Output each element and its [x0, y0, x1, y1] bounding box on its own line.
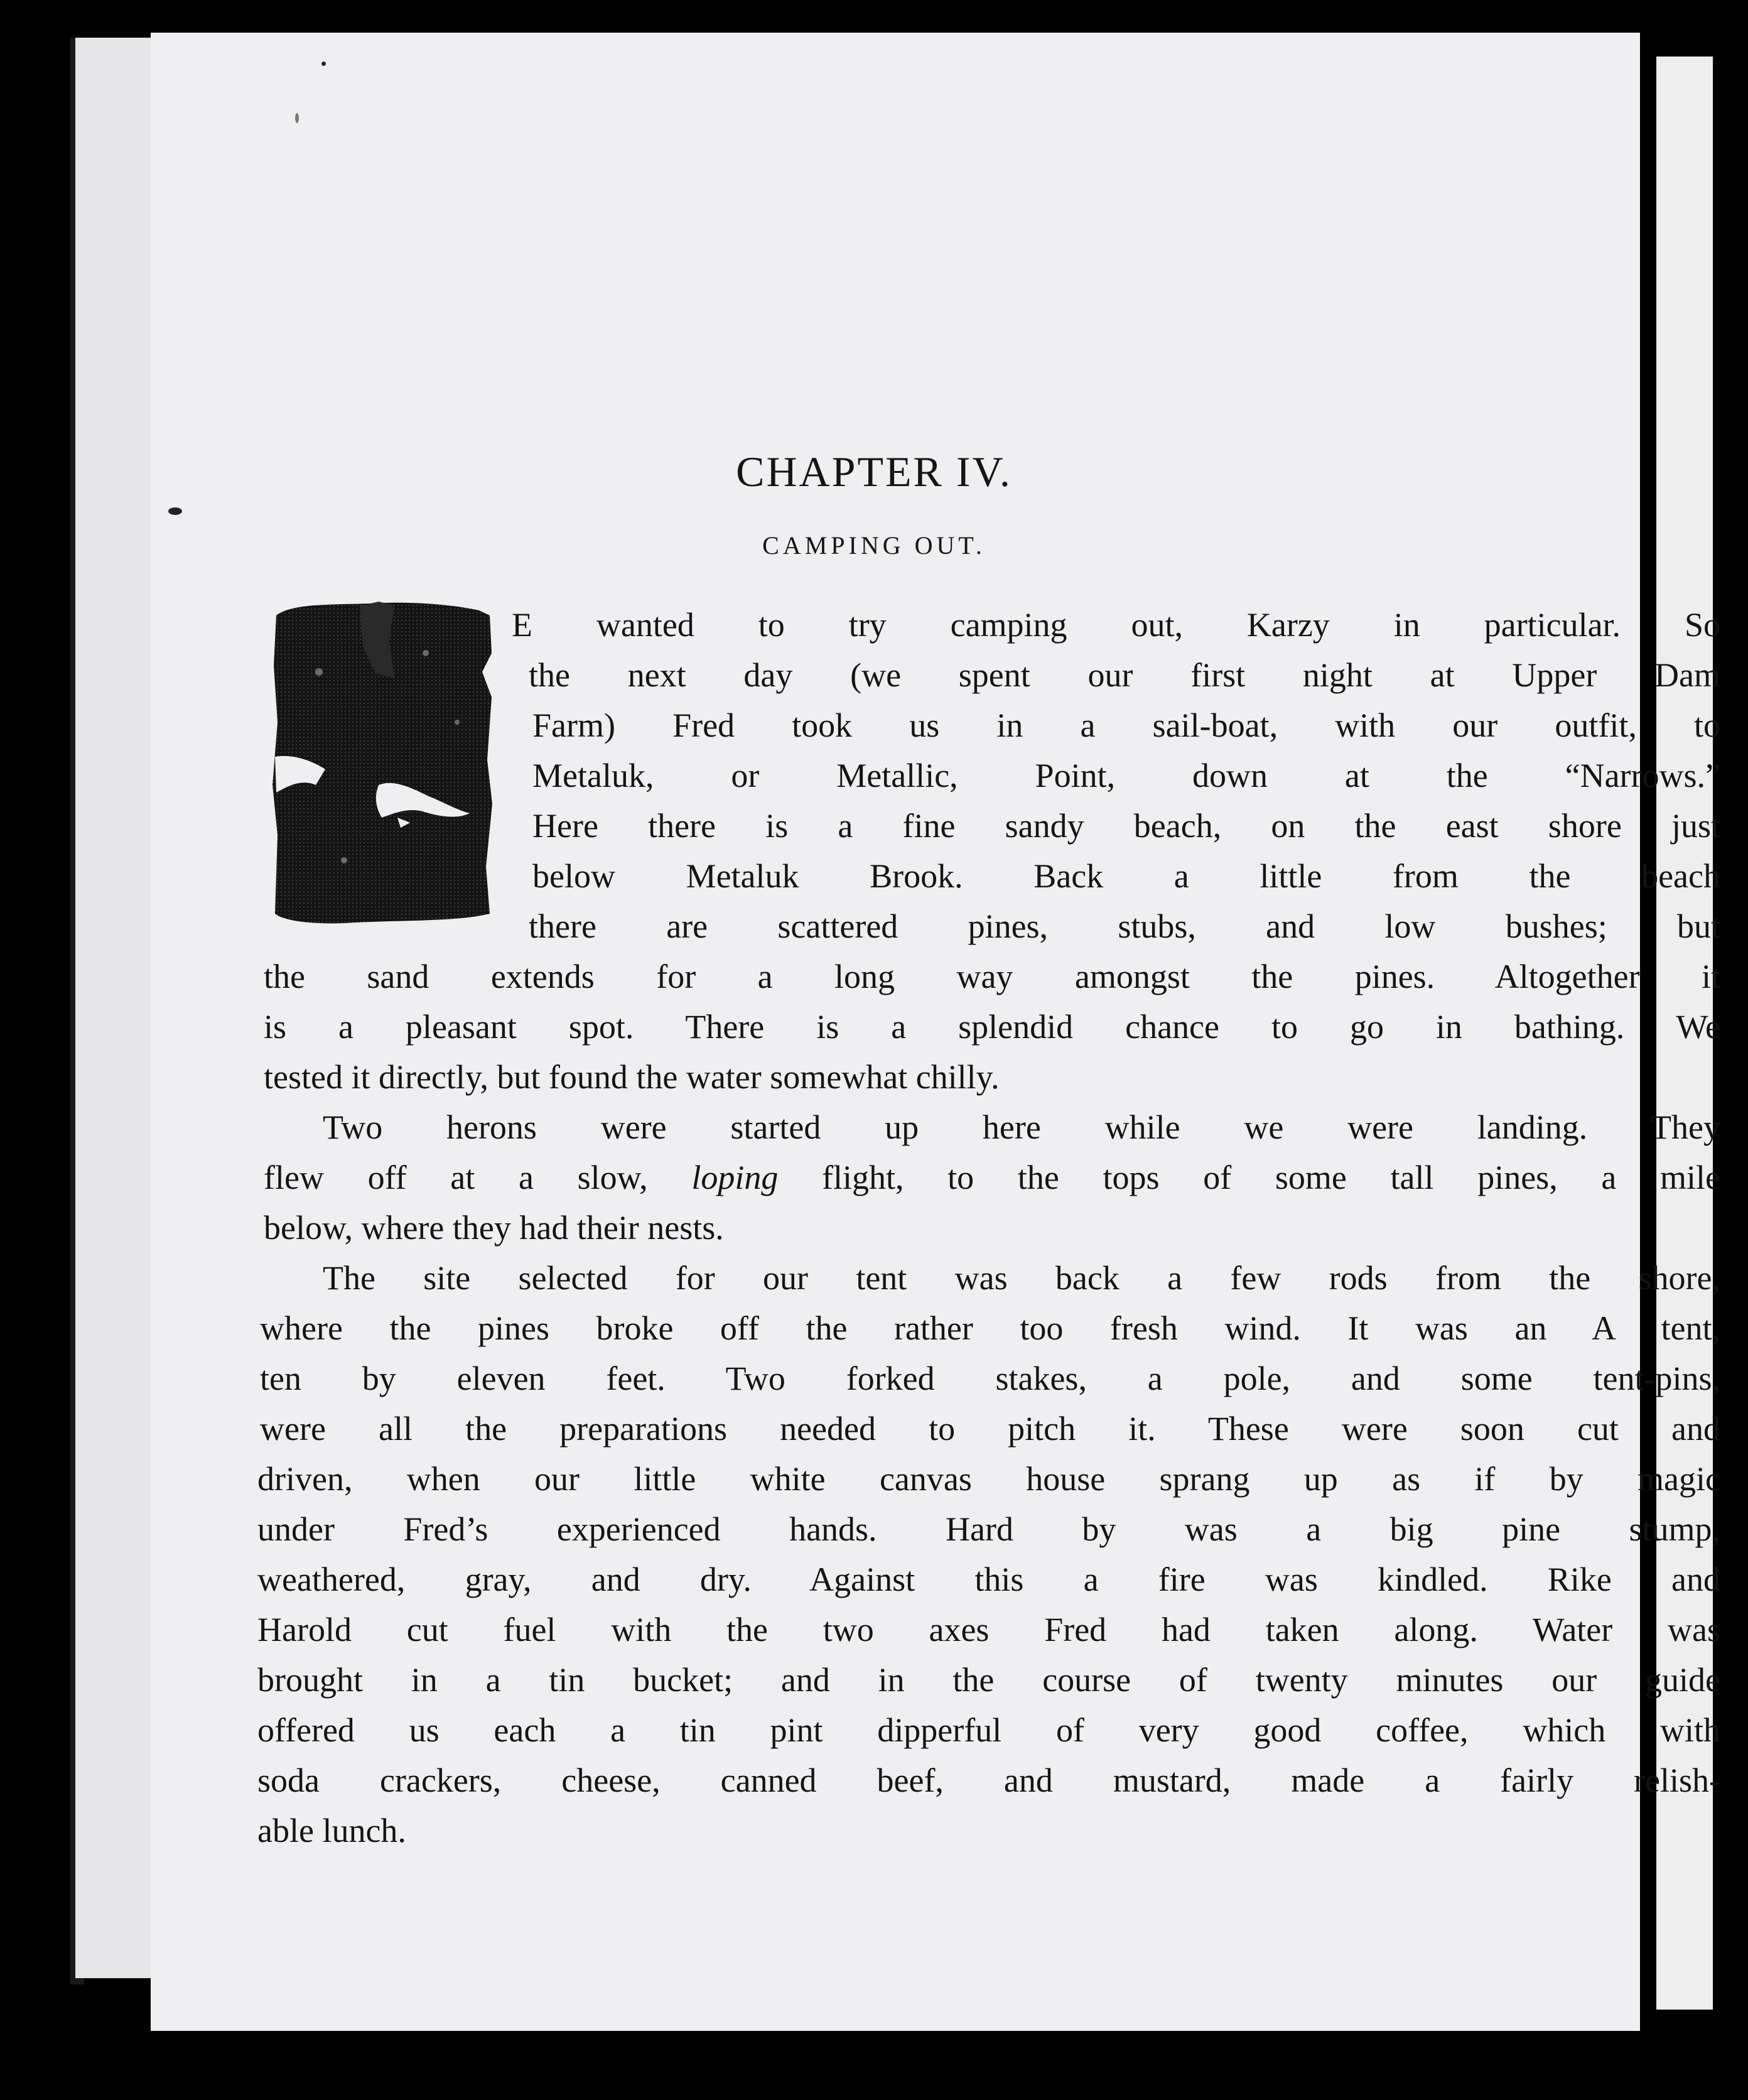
scan-speck — [168, 507, 182, 515]
line-text: Here there is a fine sandy beach, on the east shore just — [532, 807, 1720, 845]
page-left-margin — [75, 38, 157, 1978]
text-line — [264, 1203, 724, 1253]
line-text: below Metaluk Brook. Back a little from the beach — [532, 857, 1720, 895]
line-text: Two herons were started up here while we were landing. They — [323, 1108, 1720, 1146]
line-text: able lunch. — [257, 1812, 406, 1849]
scan-speck — [295, 113, 299, 123]
line-text: there are scattered pines, stubs, and low bushes; but — [529, 907, 1720, 945]
line-text: where the pines broke off the rather too fresh wind. It was an A tent, — [260, 1309, 1720, 1347]
italic-word: loping — [691, 1159, 779, 1196]
line-text: E wanted to try camping out, Karzy in particular. So — [512, 606, 1720, 644]
line-text: offered us each a tin pint dipperful of very good coffee, which with — [257, 1711, 1720, 1749]
text-line — [529, 901, 1720, 951]
text-line — [257, 1655, 1720, 1705]
chapter-title: CHAPTER IV. — [736, 448, 1012, 495]
text-line — [260, 1404, 1720, 1454]
text-line — [264, 1002, 1720, 1052]
text-line — [264, 951, 1720, 1002]
line-text: were all the preparations needed to pitch it. These were soon cut and — [260, 1410, 1720, 1448]
text-line — [260, 1353, 1720, 1404]
text-line — [529, 650, 1720, 700]
text-line — [257, 1554, 1720, 1605]
line-text: Metaluk, or Metallic, Point, down at the “Narrows.” — [532, 757, 1720, 794]
text-line — [532, 801, 1720, 851]
line-text: The site selected for our tent was back a few rods from the shore, — [323, 1259, 1720, 1297]
text-line — [512, 600, 1720, 650]
line-text: flight, to the tops of some tall pines, a mile — [778, 1159, 1721, 1196]
scan-speck — [321, 62, 326, 66]
line-text: Harold cut fuel with the two axes Fred had taken along. Water was — [257, 1611, 1720, 1648]
line-text: the sand extends for a long way amongst the pines. Altogether it — [264, 958, 1720, 995]
line-text: under Fred’s experienced hands. Hard by was a big pine stump, — [257, 1510, 1720, 1548]
text-line — [257, 1605, 1720, 1655]
line-text: the next day (we spent our first night at Upper Dam — [529, 656, 1720, 694]
line-text: soda crackers, cheese, canned beef, and mustard, made a fairly relish- — [257, 1762, 1720, 1799]
text-line — [323, 1253, 1720, 1303]
line-text: brought in a tin bucket; and in the course of twenty minutes our guide — [257, 1661, 1720, 1699]
line-text: flew off at a slow, — [264, 1159, 692, 1196]
line-text: ten by eleven feet. Two forked stakes, a pole, and some tent-pins, — [260, 1360, 1720, 1397]
text-line — [323, 1102, 1720, 1152]
text-line — [257, 1454, 1720, 1504]
text-line — [260, 1303, 1720, 1353]
text-line — [257, 1705, 1720, 1755]
text-line — [532, 851, 1720, 901]
text-line — [264, 1052, 1000, 1102]
drop-cap-illustration — [269, 597, 507, 926]
text-line — [257, 1504, 1720, 1554]
text-line — [257, 1755, 1720, 1805]
text-line — [532, 700, 1720, 750]
line-text: weathered, gray, and dry. Against this a fire was kindled. Rike and — [257, 1561, 1720, 1598]
line-text: tested it directly, but found the water somewhat chilly. — [264, 1058, 1000, 1096]
line-text: driven, when our little white canvas house sprang up as if by magic — [257, 1460, 1720, 1498]
chapter-subtitle: CAMPING OUT. — [762, 531, 986, 560]
text-line — [257, 1805, 406, 1856]
line-text: below, where they had their nests. — [264, 1209, 724, 1247]
text-line — [532, 750, 1720, 801]
line-text: Farm) Fred took us in a sail-boat, with our outfit, to — [532, 706, 1720, 744]
text-line — [264, 1152, 1720, 1203]
line-text: is a pleasant spot. There is a splendid chance to go in bathing. We — [264, 1008, 1720, 1046]
